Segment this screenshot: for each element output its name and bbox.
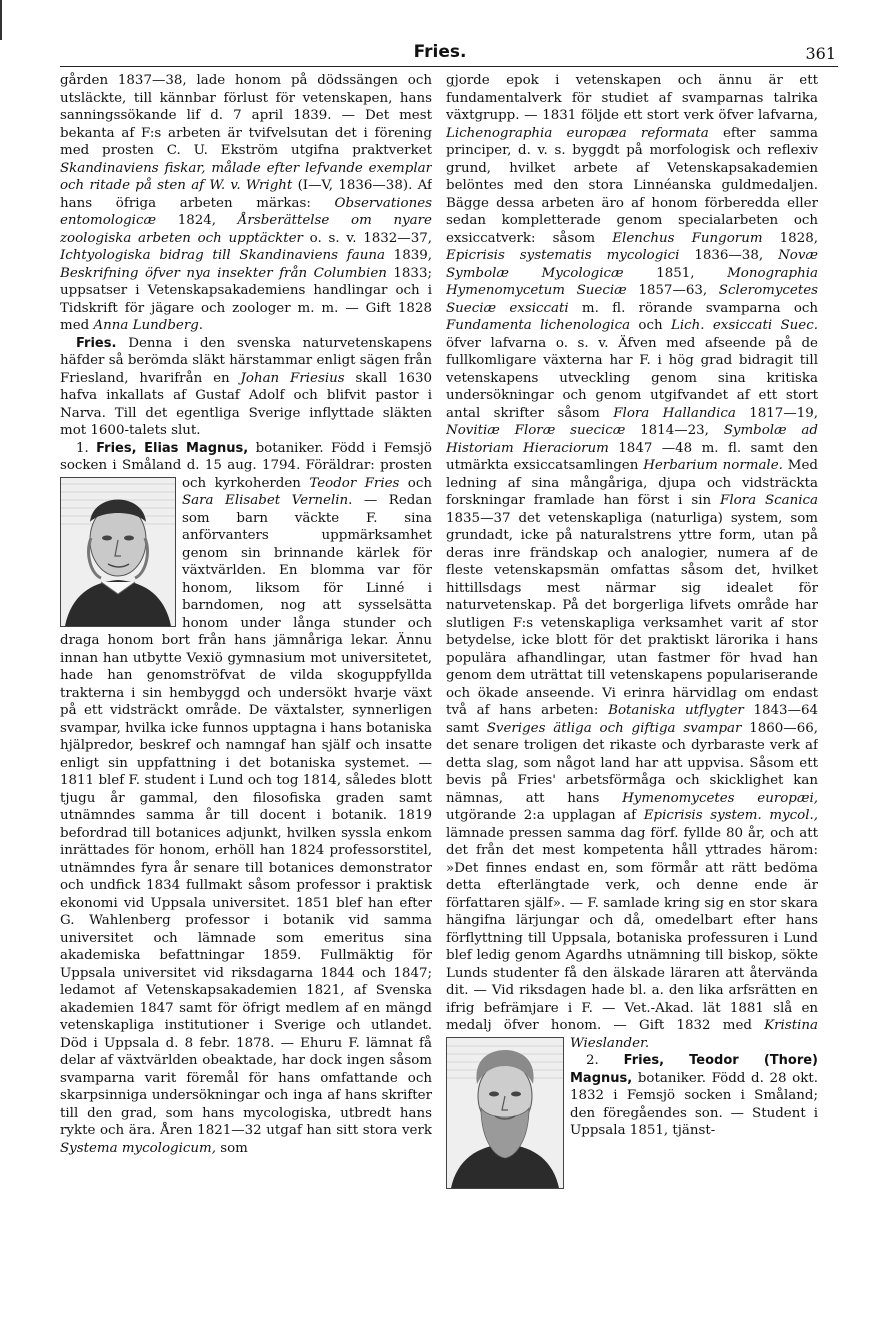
paragraph-continuation: gården 1837—38, lade honom på dödssängen och utsläckte, till kännbar förlust för vetenskapen, hans sanningssökande lif d. 7 april 1839. — Det mest bekanta af F:s arbeten är tvifvelsutan det i förening med prosten C. U. Ekström utgifna praktverket Skandinaviens fiskar, målade efter lefvande exemplar och ritade på sten af W. v. Wright (I—V, 1836—38). Af hans öfriga arbeten märkas: Observationes entomologicæ 1824, Årsberättelse om nyare zoologiska arbeten och upptäckter o. s. v. 1832—37, Ichtyologiska bidrag till Skandinaviens fauna 1839, Beskrifning öfver nya insekter från Columbien 1833; uppsatser i Vetenskapsakademiens handlingar och i Tidskrift för jägare och zoologer m. m. — Gift 1828 med Anna Lundberg.	[60, 73, 432, 333]
entry-heading: Fries.	[76, 335, 117, 351]
page-number: 361	[805, 44, 836, 63]
portrait-elias-fries	[60, 477, 176, 627]
paragraph-continuation-right: gjorde epok i vetenskapen och ännu är ett fundamentalverk för studiet af svamparnas talrika växtgrupp. — 1831 följde ett stort verk öfver lafvarna, Lichenographia europæa reformata efter samma principer, d. v. s. byggdt på morfologisk och reflexiv grund, hvilket arbete af Vetenskapsakademien belöntes med den stora Linnéanska guldmedaljen. Bägge dessa arbeten äro af honom förberedda eller sedan kompletterade genom specialarbeten och exsiccatverk: såsom Elenchus Fungorum 1828, Epicrisis systematis mycologici 1836—38, Novæ Symbolæ Mycologicæ 1851, Monographia Hymenomycetum Sueciæ 1857—63, Scleromycetes Sueciæ exsiccati m. fl. rörande svamparna och Fundamenta lichenologica och Lich. exsiccati Suec. öfver lafvarna o. s. v. Äfven med afseende på de fullkomligare växterna har F. i hög grad bidragit till vetenskapens utveckling genom sina kritiska undersökningar och genom utgifvandet af ett stort antal skrifter såsom Flora Hallandica 1817—19, Novitiæ Floræ suecicæ 1814—23, Symbolæ ad Historiam Hieraciorum 1847 —48 m. fl. samt den utmärkta exsiccatsamlingen Herbarium normale. Med ledning af sina mångåriga, djupa och vidsträckta forskningar framlade han först i sin Flora Scanica 1835—37 det vetenskapliga (naturliga) system, som grundadt, icke på naturalstrens yttre form, utan på deras inre frändskap och analogier, numera af de fleste vetenskapsmän omfattas såsom det, hvilket hittillsdags mest närmar sig idealet för naturvetenskap. På det borgerliga lifvets område har slutligen F:s vetenskapliga verksamhet varit af stor betydelse, icke blott för det praktiskt lärorika i hans populära afhandlingar, utan fastmer för hvad han genom dem uträttat till vetenskapens populariserande och ökade anseende. Vi erinra härvidlag om endast två af hans arbeten: Botaniska utflygter 1843—64 samt Sveriges ätliga och giftiga svampar 1860—66, det senare troligen det rikaste och dyrbaraste verk af detta slag, som något land har att uppvisa. Såsom ett bevis på Fries' arbetsförmåga och skicklighet kan nämnas, att hans Hymenomycetes europæi, utgörande 2:a upplagan af Epicrisis system. mycol., lämnade pressen samma dag förf. fyllde 80 år, och att det från det mest kompetenta håll yttrades härom: »Det finnes endast en, som förmår att rätt bedöma detta efterlängtade verk, och denne ende är författaren själf». — F. samlade kring sig en stor skara hängifna lärjungar och då, omedelbart efter hans förflyttning till Uppsala, botaniska professuren i Lund blef ledig genom Agardhs utnämning till biskop, sökte Lunds studenter få den älskade läraren att återvända dit. — Vid riksdagen hade bl. a. den lika arfsrätten en ifrig befrämjare i F. — Vet.-Akad. lät 1881 slå en medalj öfver honom. — Gift 1832 med Kristina Wieslander.	[446, 72, 818, 1052]
paragraph-family-intro: Fries. Denna i den svenska naturvetenskapens häfder så berömda släkt härstammar enligt sägen från Friesland, hvarifrån en Johan Friesius skall 1630 hafva inkallats af Gustaf Adolf och blifvit pastor i Narva. Till det egentliga Sverige inflyttade släkten mot 1600-talets slut.	[60, 335, 432, 438]
entry-heading: Fries, Elias Magnus,	[96, 440, 249, 456]
paragraph-elias-magnus: 1. Fries, Elias Magnus, botaniker. Född i Femsjö socken i Småland d. 15 aug. 1794. Föräldrar: prosten och kyrkoherden Teodor Fries och Sara Elisabet Vernelin. — Redan som barn väckte F. sina anförvanters uppmärksamhet genom sin brinnande kärlek för växtvärlden. En blomma var för honom, liksom för Linné i barndomen, nog att sysselsätta honom under långa stunder och draga honom bort från hans jämnåriga lekar. Ännu innan han utbytte Vexiö gymnasium mot universitetet, hade han genomströfvat de vilda skoguppfyllda trakterna i sin hembyggd och undersökt hvarje växt på ett vidsträckt område. De växtalster, synnerligen svampar, hvilka icke funnos upptagna i hans botaniska hjälpredor, beskref och namngaf han själf och insatte enligt sin uppfattning i det botaniska systemet. — 1811 blef F. student i Lund och tog 1814, således blott tjugu år gammal, den filosofiska graden samt utnämndes samma år till docent i botanik. 1819 befordrad till botanices adjunkt, hvilken syssla enkom inrättades för honom, erhöll han 1824 professorstitel, utnämndes fyra år senare till botanices demonstrator och undfick 1834 fullmakt såsom professor i praktisk ekonomi vid Uppsala universitet. 1851 blef han efter G. Wahlenberg professor i botanik vid samma universitet och lämnade som emeritus sina akademiska befattningar 1859. Fullmäktig för Uppsala universitet vid riksdagarna 1844 och 1847; ledamot af Vetenskapsakademien 1821, af Svenska akademien 1847 samt för öfrigt medlem af en mängd vetenskapliga institutioner i Sverige och utlandet. Död i Uppsala d. 8 febr. 1878. — Ehuru F. lämnat få delar af växtvärlden obeaktade, har dock ingen såsom svamparna varit föremål för hans omfattande och skarpsinniga undersökningar och inga af hans skrifter till den grad, som hans mycologiska, utbredt hans rykte och ära. Åren 1821—32 utgaf han sitt stora verk Systema mycologicum, som	[60, 440, 432, 1156]
right-column	[446, 72, 818, 1312]
left-column	[60, 72, 432, 1312]
entry-heading: Fries, Teodor (Thore) Magnus,	[570, 1053, 818, 1086]
margin-rule	[0, 0, 2, 40]
running-header-title: Fries.	[413, 42, 467, 62]
paragraph-teodor-magnus: 2. Fries, Teodor (Thore) Magnus, botaniker. Född d. 28 okt. 1832 i Femsjö socken i Småland; den föregåendes son. — Student i Uppsala 1851, tjänst-	[570, 1053, 818, 1138]
portrait-teodor-fries	[446, 1037, 564, 1189]
header-rule	[60, 66, 838, 67]
